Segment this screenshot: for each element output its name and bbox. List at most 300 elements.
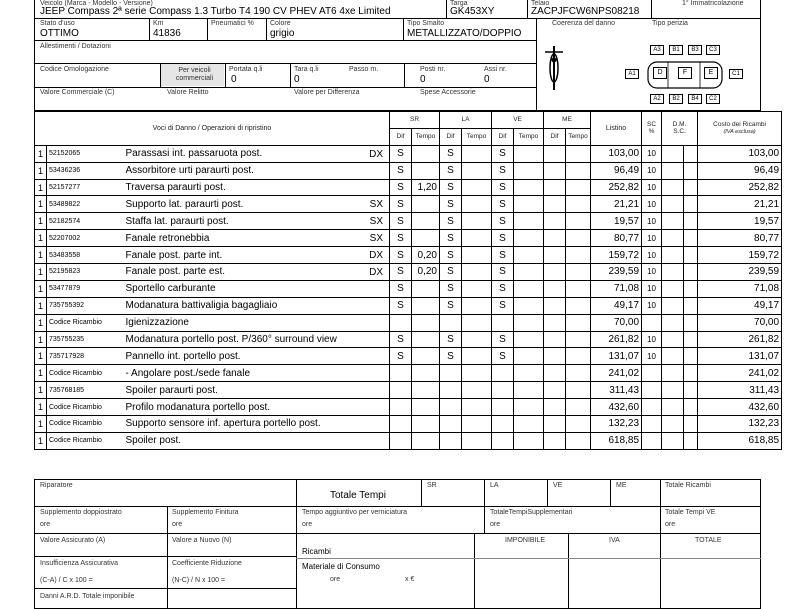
diagram-zone-c1[interactable]: C1 — [729, 69, 743, 79]
tot-tempi-supp-ore: ore — [490, 521, 501, 528]
table-row[interactable] — [35, 314, 782, 331]
km-value: 41836 — [153, 28, 181, 39]
item-ve-dif: S — [492, 297, 514, 314]
item-description — [124, 331, 390, 348]
item-sr-dif — [390, 382, 412, 399]
item-listino: 80,77 — [591, 230, 642, 247]
col-la-tempo: Tempo — [462, 128, 492, 145]
item-la-tempo — [462, 179, 492, 196]
item-la-tempo — [462, 247, 492, 264]
col-ve-tempo: Tempo — [514, 128, 544, 145]
item-ve-dif: S — [492, 213, 514, 230]
item-desc-text: - Angolare post./sede fanale — [125, 367, 251, 379]
item-dm — [662, 264, 684, 281]
item-code: 735755392 — [47, 297, 124, 314]
damage-items-table — [34, 111, 782, 450]
item-me-tempo — [566, 382, 591, 399]
item-desc-text: Staffa lat. paraurti post. — [125, 215, 229, 227]
item-side: DX — [369, 250, 383, 262]
item-costo: 71,08 — [698, 280, 782, 297]
col-me: ME — [544, 112, 591, 129]
item-qty: 1 — [35, 399, 47, 416]
tempo-agg-ore: ore — [302, 521, 313, 528]
item-ve-tempo — [514, 179, 544, 196]
item-me-dif — [544, 348, 566, 365]
item-ve-tempo — [514, 331, 544, 348]
item-desc-text: Spoiler post. — [125, 435, 182, 447]
tara-value: 0 — [294, 74, 300, 85]
item-me-tempo — [566, 314, 591, 331]
item-sc: 10 — [642, 196, 662, 213]
item-me-dif — [544, 280, 566, 297]
totale-tempi-label: Totale Tempi — [330, 490, 386, 501]
materiale-label: Materiale di Consumo — [302, 562, 380, 571]
item-sr-dif: S — [390, 348, 412, 365]
table-row[interactable] — [35, 280, 782, 297]
item-dm-sc — [684, 145, 698, 162]
item-la-tempo — [462, 280, 492, 297]
item-ve-tempo — [514, 247, 544, 264]
item-code: Codice Ricambio — [47, 432, 124, 449]
vehicle-label: Veicolo (Marca - Modello - Versione) — [40, 0, 153, 7]
item-sr-tempo: 1,20 — [412, 179, 440, 196]
tot-tempi-ve-label: Totale Tempi VE — [665, 509, 716, 516]
immatricolazione-label: 1° Immatricolazione — [682, 0, 744, 7]
coeff-label: Coefficiente Riduzione — [172, 560, 242, 567]
item-dm — [662, 432, 684, 449]
item-dm-sc — [684, 196, 698, 213]
item-ve-dif — [492, 382, 514, 399]
item-la-dif: S — [440, 196, 462, 213]
item-la-tempo — [462, 382, 492, 399]
item-sr-tempo — [412, 382, 440, 399]
item-sc — [642, 382, 662, 399]
item-code: 52182574 — [47, 213, 124, 230]
item-la-tempo — [462, 365, 492, 382]
table-row[interactable] — [35, 179, 782, 196]
diagram-zone-b1[interactable]: B1 — [669, 45, 683, 55]
item-code: Codice Ricambio — [47, 399, 124, 416]
diagram-zone-e[interactable]: E — [704, 67, 718, 79]
item-la-dif — [440, 314, 462, 331]
item-sr-tempo — [412, 365, 440, 382]
spese-label: Spese Accessorie — [420, 89, 476, 96]
item-dm — [662, 297, 684, 314]
item-desc-text: Sportello carburante — [125, 283, 216, 295]
item-sr-tempo — [412, 145, 440, 162]
item-dm-sc — [684, 247, 698, 264]
item-sr-dif: S — [390, 213, 412, 230]
item-costo: 19,57 — [698, 213, 782, 230]
item-costo: 70,00 — [698, 314, 782, 331]
item-sr-tempo: 0,20 — [412, 247, 440, 264]
item-listino: 261,82 — [591, 331, 642, 348]
item-qty: 1 — [35, 348, 47, 365]
stato-label: Stato d'uso — [40, 20, 75, 27]
item-desc-text: Igienizzazione — [125, 317, 189, 329]
item-me-dif — [544, 331, 566, 348]
table-row[interactable] — [35, 264, 782, 281]
item-sr-tempo — [412, 230, 440, 247]
item-listino: 71,08 — [591, 280, 642, 297]
table-row[interactable] — [35, 297, 782, 314]
item-code: 53436236 — [47, 162, 124, 179]
item-code: Codice Ricambio — [47, 314, 124, 331]
item-code: 53483558 — [47, 247, 124, 264]
item-me-dif — [544, 196, 566, 213]
item-code: 52157277 — [47, 179, 124, 196]
item-ve-tempo — [514, 280, 544, 297]
item-listino: 311,43 — [591, 382, 642, 399]
item-sr-dif: S — [390, 331, 412, 348]
supp-dopp-ore: ore — [40, 521, 51, 528]
item-desc-text: Parassasi int. passaruota post. — [125, 148, 263, 160]
item-desc-text: Fanale retronebbia — [125, 232, 210, 244]
item-ve-dif — [492, 416, 514, 433]
item-description — [124, 280, 390, 297]
item-me-tempo — [566, 348, 591, 365]
item-dm — [662, 179, 684, 196]
item-listino: 239,59 — [591, 264, 642, 281]
item-dm-sc — [684, 348, 698, 365]
colore-label: Colore — [270, 20, 291, 27]
item-ve-tempo — [514, 297, 544, 314]
item-la-tempo — [462, 314, 492, 331]
item-me-tempo — [566, 162, 591, 179]
item-dm-sc — [684, 230, 698, 247]
item-ve-dif: S — [492, 179, 514, 196]
allestimenti-label: Allestimenti / Dotazioni — [40, 43, 111, 50]
targa-value: GK453XY — [450, 6, 495, 17]
item-me-dif — [544, 264, 566, 281]
item-qty: 1 — [35, 280, 47, 297]
item-dm — [662, 331, 684, 348]
item-la-tempo — [462, 399, 492, 416]
item-costo: 103,00 — [698, 145, 782, 162]
item-sc: 10 — [642, 264, 662, 281]
motorcycle-diagram-icon — [543, 44, 565, 92]
item-description — [124, 348, 390, 365]
item-qty: 1 — [35, 264, 47, 281]
item-la-tempo — [462, 432, 492, 449]
smalto-value: METALLIZZATO/DOPPIO — [407, 28, 522, 39]
table-row[interactable] — [35, 365, 782, 382]
col-sr-dif: Dif — [390, 128, 412, 145]
diagram-zone-a1[interactable]: A1 — [625, 69, 639, 79]
item-desc-text: Traversa paraurti post. — [125, 182, 226, 193]
item-sr-tempo — [412, 280, 440, 297]
item-me-tempo — [566, 213, 591, 230]
item-sr-tempo — [412, 314, 440, 331]
item-la-dif — [440, 416, 462, 433]
tot-tempi-supp-label: TotaleTempiSupplementari — [490, 509, 573, 516]
ricambi-label: Ricambi — [302, 547, 331, 556]
item-qty: 1 — [35, 145, 47, 162]
item-la-tempo — [462, 145, 492, 162]
item-description — [124, 432, 390, 449]
item-dm — [662, 280, 684, 297]
item-me-tempo — [566, 264, 591, 281]
item-costo: 49,17 — [698, 297, 782, 314]
item-sc — [642, 365, 662, 382]
item-dm — [662, 314, 684, 331]
item-qty: 1 — [35, 213, 47, 230]
item-la-tempo — [462, 331, 492, 348]
item-listino: 19,57 — [591, 213, 642, 230]
item-sr-tempo — [412, 416, 440, 433]
item-sr-dif — [390, 432, 412, 449]
item-description — [124, 162, 390, 179]
posti-label: Posti nr. — [420, 66, 446, 73]
item-la-tempo — [462, 230, 492, 247]
col-ve-dif: Dif — [492, 128, 514, 145]
totale-label: TOTALE — [695, 537, 722, 544]
item-dm — [662, 196, 684, 213]
footer-block — [34, 479, 761, 609]
item-sr-tempo — [412, 432, 440, 449]
diagram-zone-d[interactable]: D — [653, 67, 667, 79]
item-sr-dif: S — [390, 196, 412, 213]
item-sr-tempo — [412, 399, 440, 416]
item-desc-text: Profilo modanatura portello post. — [125, 401, 271, 413]
item-sc — [642, 432, 662, 449]
diagram-zone-b4[interactable]: B4 — [688, 94, 702, 104]
col-me-tempo: Tempo — [566, 128, 591, 145]
portata-value: 0 — [231, 74, 237, 85]
item-ve-tempo — [514, 399, 544, 416]
item-dm-sc — [684, 314, 698, 331]
item-ve-tempo — [514, 264, 544, 281]
item-description — [124, 382, 390, 399]
item-sr-tempo: 0,20 — [412, 264, 440, 281]
item-sr-dif: S — [390, 264, 412, 281]
table-row[interactable] — [35, 432, 782, 449]
col-me-dif: Dif — [544, 128, 566, 145]
passo-label: Passo m. — [349, 66, 379, 73]
diagram-zone-f[interactable]: F — [678, 67, 692, 79]
item-qty: 1 — [35, 331, 47, 348]
item-dm-sc — [684, 213, 698, 230]
item-la-dif — [440, 365, 462, 382]
item-la-dif: S — [440, 331, 462, 348]
item-sr-dif — [390, 314, 412, 331]
item-la-dif: S — [440, 280, 462, 297]
item-qty: 1 — [35, 314, 47, 331]
item-side: SX — [369, 199, 383, 211]
col-la-dif: Dif — [440, 128, 462, 145]
item-sc — [642, 416, 662, 433]
assi-value: 0 — [484, 74, 490, 85]
perizia-label: Tipo perizia — [652, 20, 688, 27]
item-dm — [662, 348, 684, 365]
item-ve-dif — [492, 432, 514, 449]
tara-label: Tara q.li — [294, 66, 319, 73]
item-code: 53489822 — [47, 196, 124, 213]
diagram-zone-a3[interactable]: A3 — [650, 45, 664, 55]
item-dm-sc — [684, 264, 698, 281]
item-costo: 80,77 — [698, 230, 782, 247]
table-row[interactable] — [35, 416, 782, 433]
col-listino: Listino — [591, 112, 642, 146]
item-ve-tempo — [514, 145, 544, 162]
item-desc-text: Modanatura battivaligia bagagliaio — [125, 300, 278, 312]
footer-sr-label: SR — [427, 482, 437, 489]
diagram-zone-b3[interactable]: B3 — [688, 45, 702, 55]
item-dm-sc — [684, 432, 698, 449]
table-row[interactable] — [35, 213, 782, 230]
item-sr-dif: S — [390, 179, 412, 196]
materiale-xeuro: x € — [405, 576, 415, 583]
diagram-zone-a2[interactable]: A2 — [650, 94, 664, 104]
item-sr-dif — [390, 399, 412, 416]
item-me-tempo — [566, 365, 591, 382]
item-me-dif — [544, 179, 566, 196]
diagram-zone-c2[interactable]: C2 — [706, 94, 720, 104]
item-ve-tempo — [514, 196, 544, 213]
item-qty: 1 — [35, 247, 47, 264]
item-description — [124, 314, 390, 331]
item-code: 52152065 — [47, 145, 124, 162]
item-description — [124, 230, 390, 247]
item-sr-dif: S — [390, 162, 412, 179]
col-sc: SC % — [642, 112, 662, 146]
item-sr-tempo — [412, 213, 440, 230]
smalto-label: Tipo Smalto — [407, 20, 445, 27]
item-dm-sc — [684, 179, 698, 196]
item-me-tempo — [566, 196, 591, 213]
item-dm — [662, 382, 684, 399]
item-code: 52195823 — [47, 264, 124, 281]
item-ve-dif: S — [492, 264, 514, 281]
item-la-dif — [440, 432, 462, 449]
item-sc: 10 — [642, 179, 662, 196]
item-me-tempo — [566, 416, 591, 433]
item-costo: 132,23 — [698, 416, 782, 433]
item-sc: 10 — [642, 247, 662, 264]
item-costo: 131,07 — [698, 348, 782, 365]
item-side: SX — [369, 216, 383, 228]
item-la-tempo — [462, 297, 492, 314]
item-sc: 10 — [642, 297, 662, 314]
item-qty: 1 — [35, 365, 47, 382]
item-dm-sc — [684, 365, 698, 382]
item-me-tempo — [566, 432, 591, 449]
item-sc: 10 — [642, 213, 662, 230]
iva-label: IVA — [609, 537, 620, 544]
col-la: LA — [440, 112, 492, 129]
item-description — [124, 297, 390, 314]
item-qty: 1 — [35, 230, 47, 247]
item-desc-text: Supporto lat. paraurti post. — [125, 198, 244, 210]
item-ve-tempo — [514, 432, 544, 449]
imponibile-label: IMPONIBILE — [505, 537, 546, 544]
item-sr-dif: S — [390, 280, 412, 297]
item-side: SX — [369, 233, 383, 245]
item-la-dif: S — [440, 213, 462, 230]
footer-ve-label: VE — [553, 482, 563, 489]
pneumatici-label: Pneumatici % — [211, 20, 254, 27]
item-la-tempo — [462, 162, 492, 179]
diagram-zone-c3[interactable]: C3 — [706, 45, 720, 55]
item-code: Codice Ricambio — [47, 416, 124, 433]
item-code: 52207002 — [47, 230, 124, 247]
item-la-dif: S — [440, 230, 462, 247]
tot-tempi-ve-ore: ore — [665, 521, 676, 528]
colore-value: grigio — [270, 28, 295, 39]
item-description — [124, 264, 390, 281]
table-row[interactable] — [35, 348, 782, 365]
table-row[interactable] — [35, 399, 782, 416]
item-qty: 1 — [35, 179, 47, 196]
item-listino: 131,07 — [591, 348, 642, 365]
item-qty: 1 — [35, 297, 47, 314]
col-costo: Costo dei Ricambi (IVA esclusa) — [698, 112, 782, 146]
valore-relitto-label: Valore Relitto — [167, 89, 209, 96]
table-row[interactable] — [35, 196, 782, 213]
posti-value: 0 — [420, 74, 426, 85]
item-description — [124, 196, 390, 213]
item-dm-sc — [684, 297, 698, 314]
item-ve-dif: S — [492, 348, 514, 365]
table-header-row — [35, 112, 782, 129]
item-me-tempo — [566, 247, 591, 264]
item-code: Codice Ricambio — [47, 365, 124, 382]
supp-fin-label: Supplemento Finitura — [172, 509, 239, 516]
diagram-zone-b2[interactable]: B2 — [669, 94, 683, 104]
item-ve-dif — [492, 365, 514, 382]
item-code: 735717928 — [47, 348, 124, 365]
table-row[interactable] — [35, 230, 782, 247]
item-me-dif — [544, 399, 566, 416]
item-code: 53477879 — [47, 280, 124, 297]
telaio-label: Telaio — [531, 0, 550, 7]
vehicle-value: JEEP Compass 2ª serie Compass 1.3 Turbo T4 190 CV PHEV AT6 4xe Limited — [40, 6, 391, 17]
table-row[interactable] — [35, 145, 782, 162]
item-me-tempo — [566, 331, 591, 348]
item-me-dif — [544, 382, 566, 399]
item-costo: 239,59 — [698, 264, 782, 281]
item-ve-dif: S — [492, 145, 514, 162]
item-listino: 159,72 — [591, 247, 642, 264]
item-sc: 10 — [642, 348, 662, 365]
valore-assicurato-label: Valore Assicurato (A) — [40, 537, 106, 544]
coerenza-label: Coerenza del danno — [552, 20, 616, 27]
item-listino: 241,02 — [591, 365, 642, 382]
table-row[interactable] — [35, 162, 782, 179]
table-row[interactable] — [35, 382, 782, 399]
omologazione-label: Codice Omologazione — [40, 66, 109, 73]
item-la-dif: S — [440, 179, 462, 196]
item-dm — [662, 145, 684, 162]
table-row[interactable] — [35, 331, 782, 348]
km-label: Km — [153, 20, 164, 27]
item-la-dif — [440, 399, 462, 416]
item-ve-dif: S — [492, 196, 514, 213]
table-row[interactable] — [35, 247, 782, 264]
item-me-dif — [544, 432, 566, 449]
item-la-tempo — [462, 196, 492, 213]
item-costo: 311,43 — [698, 382, 782, 399]
item-costo: 159,72 — [698, 247, 782, 264]
item-ve-tempo — [514, 382, 544, 399]
item-dm — [662, 247, 684, 264]
item-me-tempo — [566, 230, 591, 247]
item-sc: 10 — [642, 280, 662, 297]
item-qty: 1 — [35, 382, 47, 399]
assi-label: Assi nr. — [484, 66, 507, 73]
totale-ricambi-label: Totale Ricambi — [665, 482, 711, 489]
item-desc-text: Assorbitore urti paraurti post. — [125, 165, 254, 177]
